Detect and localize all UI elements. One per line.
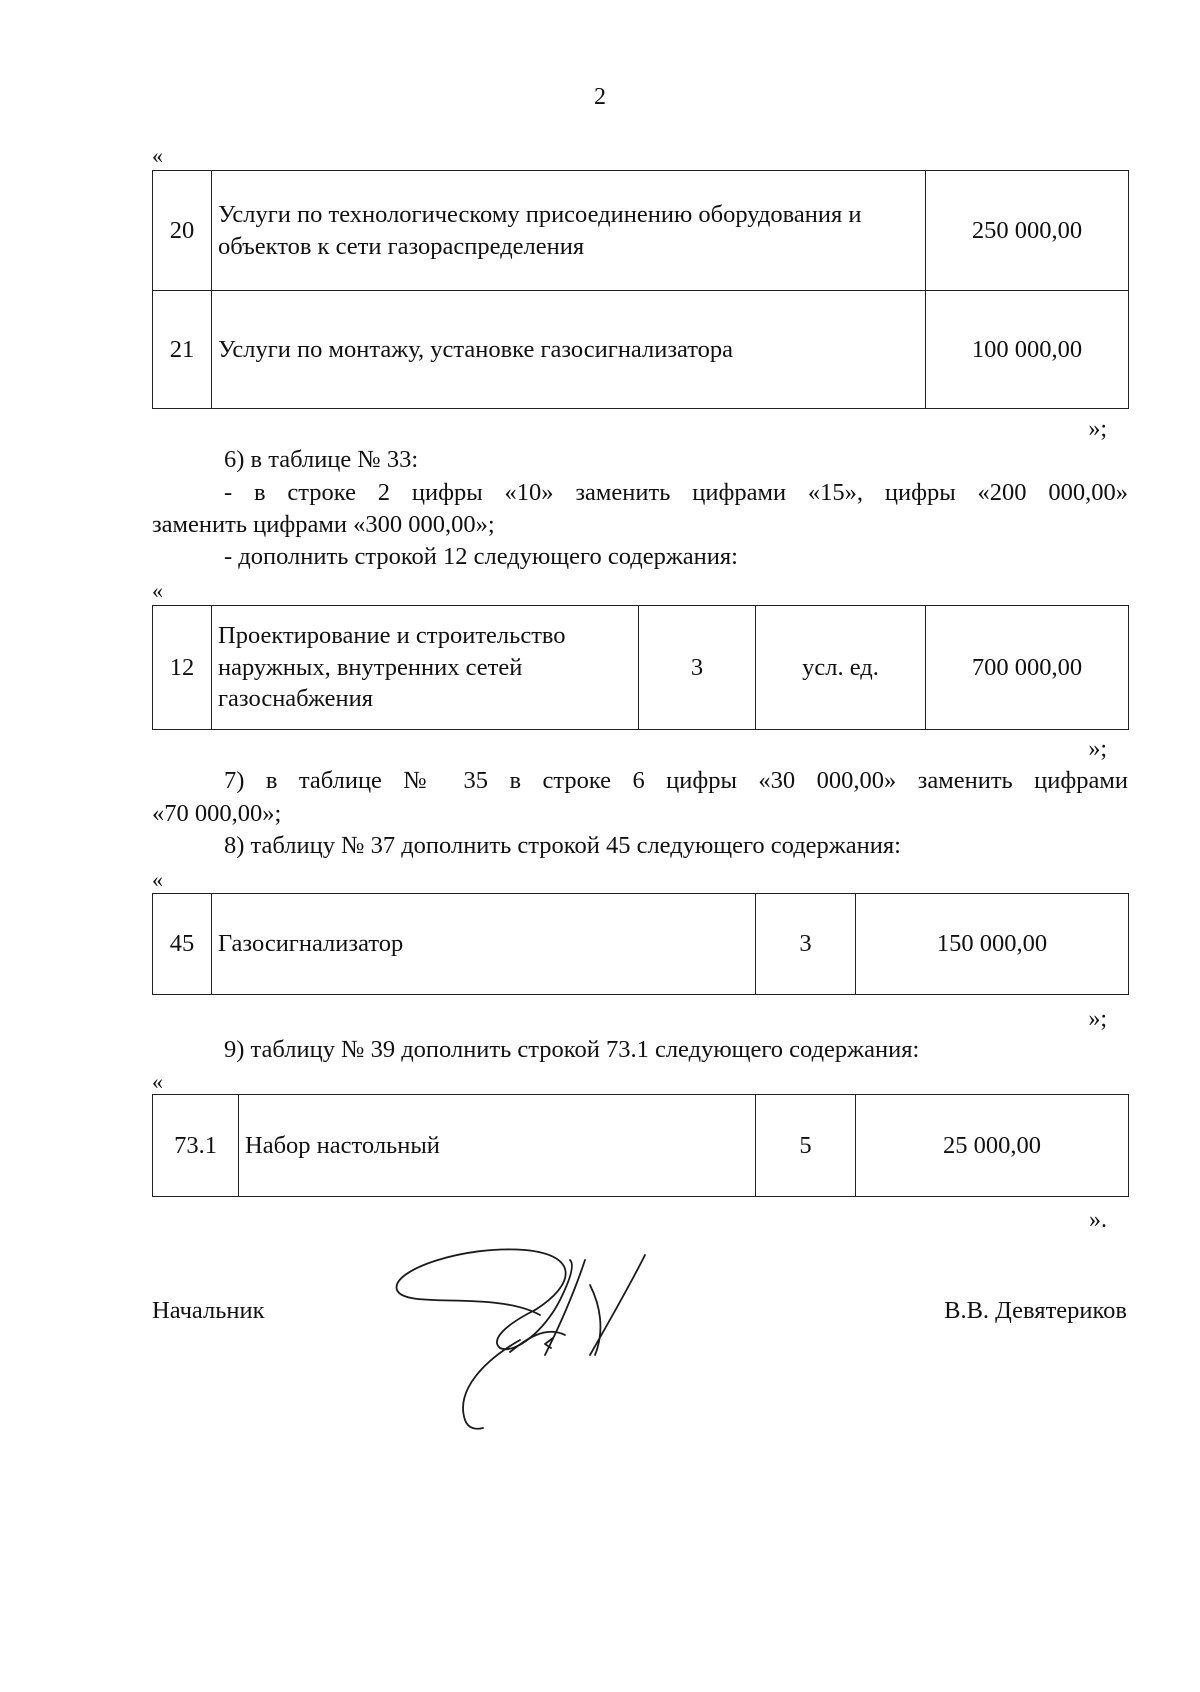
- table-desk-set: [152, 1094, 1129, 1197]
- closing-quote: »;: [1088, 416, 1107, 442]
- row-quantity: 3: [639, 606, 756, 730]
- item-9-text: 9) таблицу № 39 дополнить строкой 73.1 следующего содержания:: [224, 1036, 920, 1063]
- table-row: [153, 894, 1129, 995]
- row-name-line: газоснабжения: [218, 685, 374, 713]
- item-7-line-1: 7) в таблице № 35 в строке 6 цифры «30 000,00» заменить цифрами: [224, 767, 1128, 794]
- row-sum: 25 000,00: [856, 1095, 1129, 1197]
- table-gas-detector: [152, 893, 1129, 995]
- row-number: 73.1: [153, 1095, 239, 1197]
- row-number: 45: [153, 894, 212, 995]
- row-sum: 250 000,00: [926, 171, 1129, 291]
- row-name: Газосигнализатор: [212, 894, 756, 995]
- opening-quote: «: [152, 867, 163, 892]
- item-6-heading: 6) в таблице № 33:: [224, 446, 419, 473]
- item-6-line-2: заменить цифрами «300 000,00»;: [152, 511, 495, 538]
- item-7-line-2: «70 000,00»;: [152, 800, 282, 827]
- item-8-text: 8) таблицу № 37 дополнить строкой 45 следующего содержания:: [224, 832, 901, 859]
- signatory-name: В.В. Девятериков: [944, 1297, 1127, 1324]
- row-name: Услуги по монтажу, установке газосигнализатора: [212, 291, 926, 409]
- row-number: 20: [153, 171, 212, 291]
- row-sum: 700 000,00: [926, 606, 1129, 730]
- opening-quote: «: [152, 1069, 163, 1094]
- row-sum: 100 000,00: [926, 291, 1129, 409]
- table-design: [152, 605, 1129, 730]
- table-row: [153, 606, 1129, 730]
- row-name: Набор настольный: [239, 1095, 756, 1197]
- item-6-line-1: - в строке 2 цифры «10» заменить цифрами «15», цифры «200 000,00»: [224, 479, 1128, 506]
- row-name: Услуги по технологическому присоединению оборудования и объектов к сети газораспределения: [212, 171, 926, 291]
- opening-quote: «: [152, 143, 163, 168]
- row-name-line: наружных, внутренних сетей: [218, 653, 523, 681]
- closing-quote: »;: [1088, 1006, 1107, 1032]
- table-services: [152, 170, 1129, 409]
- row-quantity: 3: [756, 894, 856, 995]
- table-row: [153, 171, 1129, 291]
- row-unit: усл. ед.: [756, 606, 926, 730]
- closing-quote: »;: [1088, 736, 1107, 762]
- signatory-position: Начальник: [152, 1297, 265, 1324]
- opening-quote: «: [152, 578, 163, 603]
- row-number: 12: [153, 606, 212, 730]
- item-6-line-3: - дополнить строкой 12 следующего содержания:: [224, 543, 738, 570]
- row-quantity: 5: [756, 1095, 856, 1197]
- row-number: 21: [153, 291, 212, 409]
- handwritten-signature: [375, 1230, 715, 1430]
- table-row: [153, 1095, 1129, 1197]
- row-name-line: Проектирование и строительство: [218, 621, 566, 649]
- closing-quote: ».: [1089, 1207, 1107, 1233]
- row-sum: 150 000,00: [856, 894, 1129, 995]
- row-name: [212, 606, 639, 730]
- table-row: [153, 291, 1129, 409]
- page-number: 2: [594, 84, 606, 110]
